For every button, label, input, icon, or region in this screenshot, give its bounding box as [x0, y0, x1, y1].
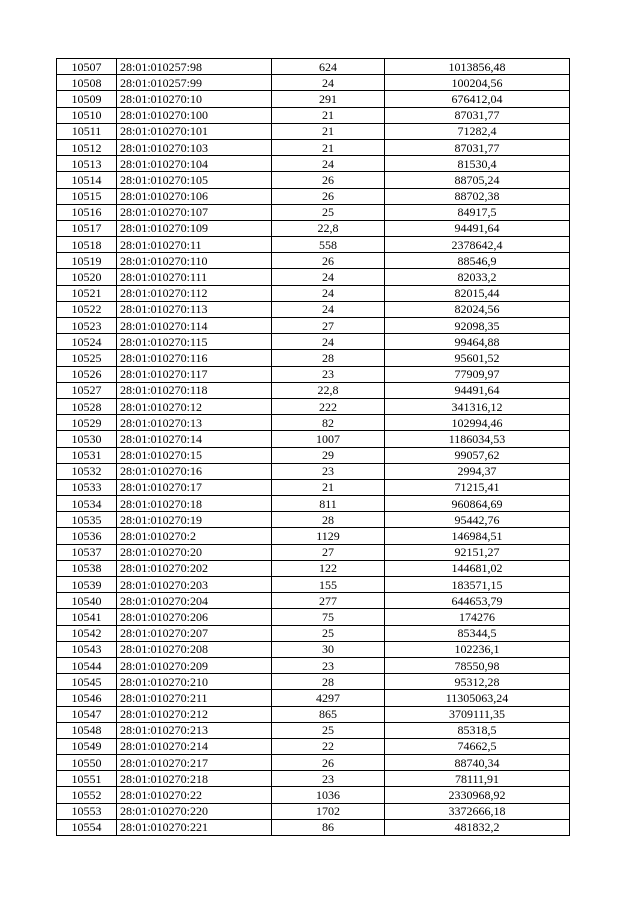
- row-number-cell: 10509: [57, 91, 117, 107]
- table-row: [57, 674, 570, 690]
- row-number-cell: 10520: [57, 269, 117, 285]
- cadastral-number-cell: 28:01:010270:100: [117, 107, 272, 123]
- cadastral-number-cell: 28:01:010270:117: [117, 366, 272, 382]
- cadastral-number-cell: 28:01:010270:213: [117, 722, 272, 738]
- cadastral-number-cell: 28:01:010270:13: [117, 415, 272, 431]
- row-number-cell: 10536: [57, 528, 117, 544]
- value-cell: 88740,34: [385, 755, 570, 771]
- table-row: [57, 577, 570, 593]
- row-number-cell: 10548: [57, 722, 117, 738]
- area-cell: 75: [272, 609, 385, 625]
- row-number-cell: 10518: [57, 237, 117, 253]
- row-number-cell: 10553: [57, 803, 117, 819]
- table-row: [57, 657, 570, 673]
- row-number-cell: 10542: [57, 625, 117, 641]
- table-row: [57, 123, 570, 139]
- table-row: [57, 75, 570, 91]
- table-row: [57, 447, 570, 463]
- row-number-cell: 10519: [57, 253, 117, 269]
- value-cell: 102994,46: [385, 415, 570, 431]
- area-cell: 26: [272, 172, 385, 188]
- cadastral-number-cell: 28:01:010270:217: [117, 755, 272, 771]
- cadastral-number-cell: 28:01:010270:210: [117, 674, 272, 690]
- area-cell: 4297: [272, 690, 385, 706]
- row-number-cell: 10544: [57, 657, 117, 673]
- table-row: [57, 722, 570, 738]
- area-cell: 291: [272, 91, 385, 107]
- row-number-cell: 10527: [57, 382, 117, 398]
- cadastral-number-cell: 28:01:010270:211: [117, 690, 272, 706]
- cadastral-number-cell: 28:01:010270:115: [117, 334, 272, 350]
- table-row: [57, 398, 570, 414]
- cadastral-number-cell: 28:01:010270:15: [117, 447, 272, 463]
- table-row: [57, 641, 570, 657]
- area-cell: 25: [272, 204, 385, 220]
- value-cell: 1186034,53: [385, 431, 570, 447]
- table-row: [57, 269, 570, 285]
- area-cell: 28: [272, 350, 385, 366]
- cadastral-number-cell: 28:01:010270:116: [117, 350, 272, 366]
- row-number-cell: 10525: [57, 350, 117, 366]
- table-row: [57, 738, 570, 754]
- table-row: [57, 479, 570, 495]
- row-number-cell: 10516: [57, 204, 117, 220]
- cadastral-number-cell: 28:01:010270:12: [117, 398, 272, 414]
- value-cell: 102236,1: [385, 641, 570, 657]
- table-row: [57, 609, 570, 625]
- value-cell: 82024,56: [385, 301, 570, 317]
- table-row: [57, 512, 570, 528]
- value-cell: 94491,64: [385, 220, 570, 236]
- cadastral-number-cell: 28:01:010270:214: [117, 738, 272, 754]
- row-number-cell: 10549: [57, 738, 117, 754]
- table-row: [57, 803, 570, 819]
- row-number-cell: 10550: [57, 755, 117, 771]
- area-cell: 27: [272, 318, 385, 334]
- row-number-cell: 10512: [57, 139, 117, 155]
- table-row: [57, 253, 570, 269]
- cadastral-number-cell: 28:01:010270:18: [117, 496, 272, 512]
- cadastral-number-cell: 28:01:010270:206: [117, 609, 272, 625]
- area-cell: 811: [272, 496, 385, 512]
- value-cell: 146984,51: [385, 528, 570, 544]
- value-cell: 74662,5: [385, 738, 570, 754]
- cadastral-number-cell: 28:01:010270:221: [117, 819, 272, 835]
- table-row: [57, 156, 570, 172]
- area-cell: 26: [272, 755, 385, 771]
- table-row: [57, 91, 570, 107]
- value-cell: 3709111,35: [385, 706, 570, 722]
- area-cell: 26: [272, 188, 385, 204]
- value-cell: 174276: [385, 609, 570, 625]
- area-cell: 22: [272, 738, 385, 754]
- value-cell: 11305063,24: [385, 690, 570, 706]
- value-cell: 85318,5: [385, 722, 570, 738]
- cadastral-number-cell: 28:01:010270:218: [117, 771, 272, 787]
- cadastral-number-cell: 28:01:010270:19: [117, 512, 272, 528]
- row-number-cell: 10507: [57, 59, 117, 75]
- cadastral-number-cell: 28:01:010270:113: [117, 301, 272, 317]
- table-row: [57, 59, 570, 75]
- table-row: [57, 528, 570, 544]
- area-cell: 22,8: [272, 220, 385, 236]
- value-cell: 95312,28: [385, 674, 570, 690]
- cadastral-number-cell: 28:01:010270:111: [117, 269, 272, 285]
- value-cell: 94491,64: [385, 382, 570, 398]
- row-number-cell: 10541: [57, 609, 117, 625]
- area-cell: 28: [272, 512, 385, 528]
- row-number-cell: 10513: [57, 156, 117, 172]
- cadastral-number-cell: 28:01:010270:10: [117, 91, 272, 107]
- row-number-cell: 10524: [57, 334, 117, 350]
- row-number-cell: 10546: [57, 690, 117, 706]
- cadastral-number-cell: 28:01:010270:220: [117, 803, 272, 819]
- area-cell: 155: [272, 577, 385, 593]
- area-cell: 23: [272, 463, 385, 479]
- value-cell: 88702,38: [385, 188, 570, 204]
- value-cell: 95442,76: [385, 512, 570, 528]
- row-number-cell: 10539: [57, 577, 117, 593]
- row-number-cell: 10545: [57, 674, 117, 690]
- table-row: [57, 593, 570, 609]
- cadastral-number-cell: 28:01:010270:103: [117, 139, 272, 155]
- table-row: [57, 139, 570, 155]
- table-row: [57, 819, 570, 835]
- row-number-cell: 10533: [57, 479, 117, 495]
- area-cell: 558: [272, 237, 385, 253]
- table-row: [57, 706, 570, 722]
- value-cell: 2330968,92: [385, 787, 570, 803]
- table-row: [57, 690, 570, 706]
- value-cell: 78550,98: [385, 657, 570, 673]
- row-number-cell: 10540: [57, 593, 117, 609]
- row-number-cell: 10517: [57, 220, 117, 236]
- cadastral-table: [56, 58, 570, 836]
- area-cell: 86: [272, 819, 385, 835]
- table-row: [57, 771, 570, 787]
- area-cell: 24: [272, 301, 385, 317]
- cadastral-number-cell: 28:01:010270:104: [117, 156, 272, 172]
- area-cell: 23: [272, 366, 385, 382]
- area-cell: 865: [272, 706, 385, 722]
- value-cell: 81530,4: [385, 156, 570, 172]
- cadastral-number-cell: 28:01:010270:107: [117, 204, 272, 220]
- area-cell: 1702: [272, 803, 385, 819]
- cadastral-number-cell: 28:01:010270:114: [117, 318, 272, 334]
- row-number-cell: 10551: [57, 771, 117, 787]
- value-cell: 676412,04: [385, 91, 570, 107]
- area-cell: 222: [272, 398, 385, 414]
- row-number-cell: 10528: [57, 398, 117, 414]
- cadastral-number-cell: 28:01:010257:98: [117, 59, 272, 75]
- cadastral-number-cell: 28:01:010270:209: [117, 657, 272, 673]
- area-cell: 21: [272, 107, 385, 123]
- table-row: [57, 544, 570, 560]
- cadastral-number-cell: 28:01:010270:110: [117, 253, 272, 269]
- value-cell: 341316,12: [385, 398, 570, 414]
- cadastral-number-cell: 28:01:010270:208: [117, 641, 272, 657]
- area-cell: 22,8: [272, 382, 385, 398]
- cadastral-number-cell: 28:01:010270:16: [117, 463, 272, 479]
- area-cell: 122: [272, 560, 385, 576]
- area-cell: 28: [272, 674, 385, 690]
- area-cell: 21: [272, 479, 385, 495]
- value-cell: 88546,9: [385, 253, 570, 269]
- table-row: [57, 107, 570, 123]
- table-row: [57, 415, 570, 431]
- value-cell: 95601,52: [385, 350, 570, 366]
- area-cell: 26: [272, 253, 385, 269]
- area-cell: 27: [272, 544, 385, 560]
- cadastral-number-cell: 28:01:010270:204: [117, 593, 272, 609]
- row-number-cell: 10537: [57, 544, 117, 560]
- table-row: [57, 382, 570, 398]
- row-number-cell: 10552: [57, 787, 117, 803]
- value-cell: 183571,15: [385, 577, 570, 593]
- area-cell: 24: [272, 156, 385, 172]
- area-cell: 24: [272, 269, 385, 285]
- table-row: [57, 366, 570, 382]
- row-number-cell: 10535: [57, 512, 117, 528]
- area-cell: 1007: [272, 431, 385, 447]
- table-row: [57, 350, 570, 366]
- value-cell: 87031,77: [385, 139, 570, 155]
- area-cell: 82: [272, 415, 385, 431]
- area-cell: 24: [272, 285, 385, 301]
- cadastral-number-cell: 28:01:010270:105: [117, 172, 272, 188]
- row-number-cell: 10529: [57, 415, 117, 431]
- table-row: [57, 318, 570, 334]
- table-row: [57, 301, 570, 317]
- area-cell: 25: [272, 625, 385, 641]
- value-cell: 960864,69: [385, 496, 570, 512]
- table-row: [57, 463, 570, 479]
- value-cell: 85344,5: [385, 625, 570, 641]
- area-cell: 24: [272, 334, 385, 350]
- row-number-cell: 10522: [57, 301, 117, 317]
- cadastral-number-cell: 28:01:010270:20: [117, 544, 272, 560]
- cadastral-number-cell: 28:01:010257:99: [117, 75, 272, 91]
- table-row: [57, 431, 570, 447]
- cadastral-number-cell: 28:01:010270:106: [117, 188, 272, 204]
- row-number-cell: 10530: [57, 431, 117, 447]
- area-cell: 25: [272, 722, 385, 738]
- row-number-cell: 10531: [57, 447, 117, 463]
- area-cell: 1129: [272, 528, 385, 544]
- table-row: [57, 496, 570, 512]
- row-number-cell: 10538: [57, 560, 117, 576]
- table-row: [57, 220, 570, 236]
- value-cell: 481832,2: [385, 819, 570, 835]
- value-cell: 87031,77: [385, 107, 570, 123]
- row-number-cell: 10526: [57, 366, 117, 382]
- row-number-cell: 10534: [57, 496, 117, 512]
- area-cell: 29: [272, 447, 385, 463]
- table-row: [57, 237, 570, 253]
- value-cell: 88705,24: [385, 172, 570, 188]
- value-cell: 77909,97: [385, 366, 570, 382]
- cadastral-number-cell: 28:01:010270:203: [117, 577, 272, 593]
- row-number-cell: 10532: [57, 463, 117, 479]
- cadastral-number-cell: 28:01:010270:101: [117, 123, 272, 139]
- table-row: [57, 755, 570, 771]
- value-cell: 644653,79: [385, 593, 570, 609]
- cadastral-number-cell: 28:01:010270:17: [117, 479, 272, 495]
- value-cell: 144681,02: [385, 560, 570, 576]
- value-cell: 84917,5: [385, 204, 570, 220]
- value-cell: 1013856,48: [385, 59, 570, 75]
- value-cell: 3372666,18: [385, 803, 570, 819]
- value-cell: 71282,4: [385, 123, 570, 139]
- value-cell: 82015,44: [385, 285, 570, 301]
- row-number-cell: 10543: [57, 641, 117, 657]
- row-number-cell: 10508: [57, 75, 117, 91]
- table-row: [57, 625, 570, 641]
- table-row: [57, 172, 570, 188]
- cadastral-number-cell: 28:01:010270:22: [117, 787, 272, 803]
- row-number-cell: 10515: [57, 188, 117, 204]
- area-cell: 23: [272, 657, 385, 673]
- value-cell: 100204,56: [385, 75, 570, 91]
- table-row: [57, 334, 570, 350]
- value-cell: 92151,27: [385, 544, 570, 560]
- row-number-cell: 10511: [57, 123, 117, 139]
- area-cell: 23: [272, 771, 385, 787]
- row-number-cell: 10514: [57, 172, 117, 188]
- table-row: [57, 787, 570, 803]
- area-cell: 1036: [272, 787, 385, 803]
- cadastral-number-cell: 28:01:010270:202: [117, 560, 272, 576]
- cadastral-number-cell: 28:01:010270:212: [117, 706, 272, 722]
- cadastral-number-cell: 28:01:010270:14: [117, 431, 272, 447]
- area-cell: 277: [272, 593, 385, 609]
- area-cell: 21: [272, 123, 385, 139]
- row-number-cell: 10547: [57, 706, 117, 722]
- cadastral-number-cell: 28:01:010270:11: [117, 237, 272, 253]
- value-cell: 82033,2: [385, 269, 570, 285]
- cadastral-number-cell: 28:01:010270:2: [117, 528, 272, 544]
- table-row: [57, 285, 570, 301]
- cadastral-number-cell: 28:01:010270:109: [117, 220, 272, 236]
- area-cell: 24: [272, 75, 385, 91]
- value-cell: 78111,91: [385, 771, 570, 787]
- table-row: [57, 188, 570, 204]
- value-cell: 99057,62: [385, 447, 570, 463]
- value-cell: 99464,88: [385, 334, 570, 350]
- row-number-cell: 10523: [57, 318, 117, 334]
- value-cell: 71215,41: [385, 479, 570, 495]
- value-cell: 92098,35: [385, 318, 570, 334]
- row-number-cell: 10510: [57, 107, 117, 123]
- table-row: [57, 560, 570, 576]
- area-cell: 21: [272, 139, 385, 155]
- value-cell: 2378642,4: [385, 237, 570, 253]
- value-cell: 2994,37: [385, 463, 570, 479]
- cadastral-number-cell: 28:01:010270:118: [117, 382, 272, 398]
- cadastral-number-cell: 28:01:010270:112: [117, 285, 272, 301]
- table-row: [57, 204, 570, 220]
- row-number-cell: 10521: [57, 285, 117, 301]
- row-number-cell: 10554: [57, 819, 117, 835]
- area-cell: 30: [272, 641, 385, 657]
- table-body: [57, 59, 570, 836]
- area-cell: 624: [272, 59, 385, 75]
- cadastral-number-cell: 28:01:010270:207: [117, 625, 272, 641]
